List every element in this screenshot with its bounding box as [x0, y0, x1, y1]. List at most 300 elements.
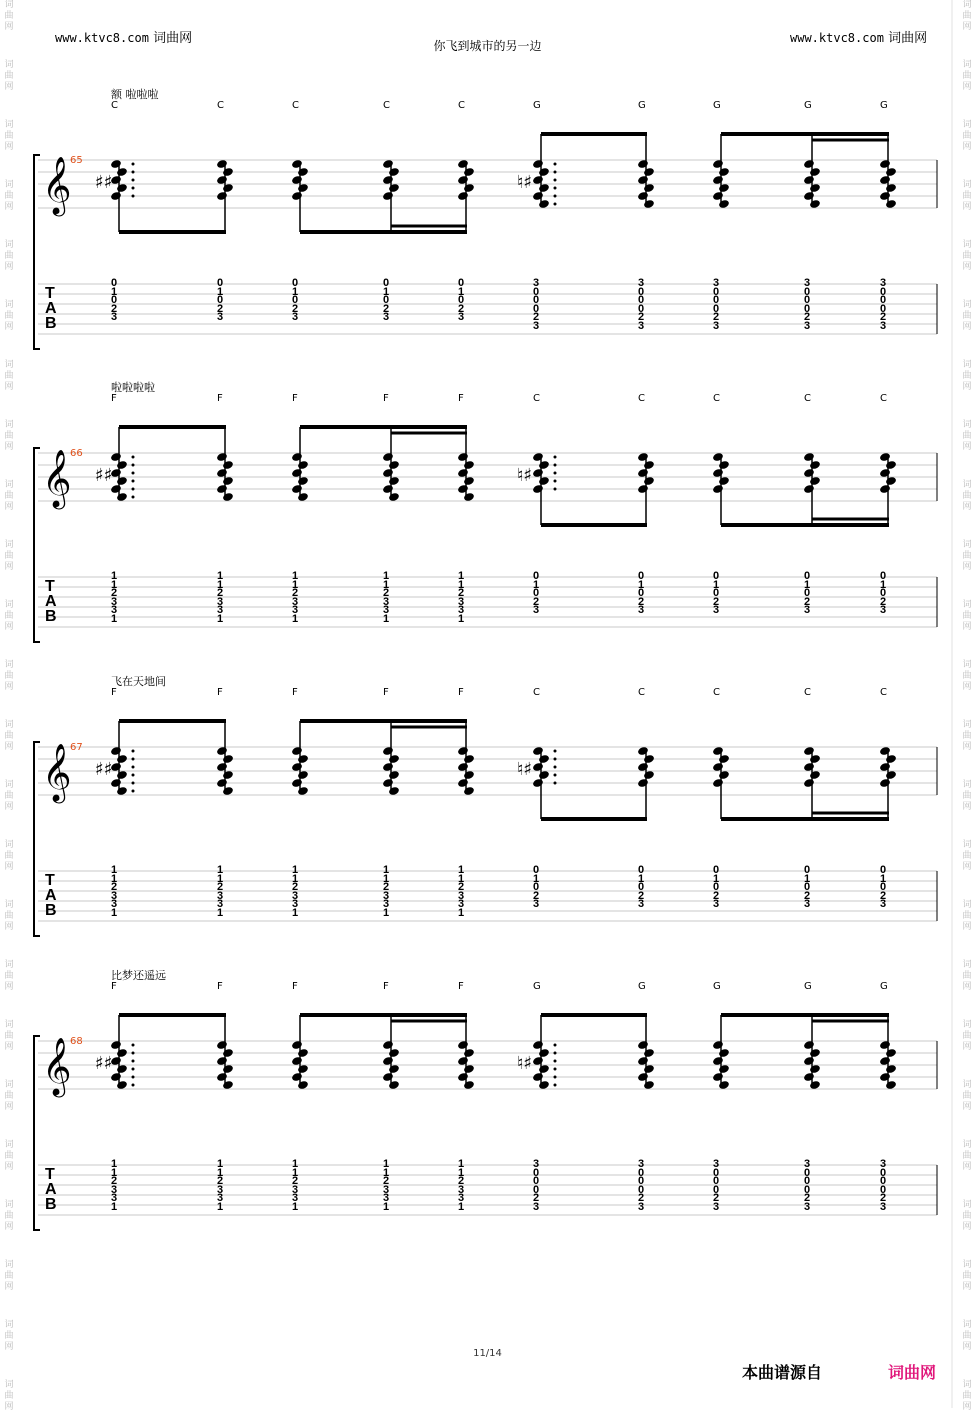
sharp-icon: ♯♯ [95, 172, 113, 193]
side-watermark-mark: 词 曲 网 [962, 480, 972, 512]
fret-number: 3 [879, 898, 887, 911]
chord-label: C [713, 687, 720, 698]
notehead [388, 460, 400, 470]
fret-number: 3 [382, 311, 390, 324]
chord-label: C [292, 100, 299, 111]
side-watermark-mark: 词 曲 网 [962, 1200, 972, 1232]
dot [132, 163, 135, 166]
fret-number: 0 [637, 294, 645, 307]
fret-number: 0 [803, 1175, 811, 1188]
notehead [637, 484, 649, 494]
fret-number: 1 [216, 578, 224, 591]
fret-number: 0 [803, 285, 811, 298]
fret-number: 1 [457, 613, 465, 625]
fret-number: 3 [291, 1183, 299, 1196]
side-watermark-mark: 词 曲 网 [4, 600, 14, 632]
fret-number: 2 [637, 1192, 645, 1205]
dot [554, 488, 557, 491]
fret-number: 2 [637, 311, 645, 324]
chord-label: F [458, 393, 464, 404]
fret-number: 0 [291, 294, 299, 307]
fret-number: 2 [457, 587, 465, 600]
notehead [216, 778, 228, 788]
fret-number: 1 [879, 578, 887, 591]
notehead [803, 1072, 815, 1082]
side-watermark-mark: 词 曲 网 [4, 1380, 14, 1412]
fret-number: 1 [291, 578, 299, 591]
fret-number: 2 [879, 889, 887, 902]
side-watermark-mark: 词 曲 网 [962, 1320, 972, 1352]
side-watermark-mark: 词 曲 网 [962, 300, 972, 332]
side-watermark-mark: 词 曲 网 [962, 720, 972, 752]
chord-label: C [804, 687, 811, 698]
fret-number: 3 [216, 604, 224, 617]
side-watermark-mark: 词 曲 网 [962, 0, 972, 32]
fret-number: 3 [457, 311, 465, 324]
dot [554, 750, 557, 753]
notehead [538, 460, 550, 470]
tab-clef-letter: A [45, 887, 57, 904]
side-watermark-mark: 词 曲 网 [962, 180, 972, 212]
fret-number: 2 [216, 302, 224, 315]
dot [554, 1052, 557, 1055]
dot [132, 456, 135, 459]
dot [554, 195, 557, 198]
fret-number: 3 [803, 1201, 811, 1213]
fret-number: 1 [457, 285, 465, 298]
treble-clef-icon: 𝄞 [42, 1037, 72, 1095]
dot [132, 758, 135, 761]
notehead [879, 191, 891, 201]
notehead [643, 167, 655, 177]
notehead [532, 778, 544, 788]
notehead [382, 778, 394, 788]
notehead [388, 1048, 400, 1058]
tab-clef-letter: T [45, 1166, 55, 1183]
side-watermark-mark: 词 曲 网 [4, 60, 14, 92]
fret-number: 0 [879, 294, 887, 307]
side-watermark-mark: 词 曲 网 [4, 720, 14, 752]
tab-clef-letter: A [45, 300, 57, 317]
side-watermark-mark: 词 曲 网 [962, 1020, 972, 1052]
notehead [879, 1072, 891, 1082]
fret-number: 1 [457, 570, 465, 582]
fret-number: 2 [382, 587, 390, 600]
fret-number: 0 [803, 1166, 811, 1179]
side-watermark-mark: 词 曲 网 [962, 660, 972, 692]
notehead [809, 167, 821, 177]
fret-number: 2 [110, 587, 118, 600]
fret-number: 2 [532, 595, 540, 608]
notehead [463, 167, 475, 177]
chord-label: F [217, 981, 223, 992]
fret-number: 2 [637, 595, 645, 608]
fret-number: 3 [382, 595, 390, 608]
fret-number: 2 [291, 587, 299, 600]
fret-number: 0 [712, 864, 720, 876]
fret-number: 3 [532, 898, 540, 911]
fret-number: 1 [712, 578, 720, 591]
chord-label: F [458, 981, 464, 992]
tab-clef-letter: A [45, 593, 57, 610]
measure-number: 68 [70, 1036, 83, 1047]
side-watermark-mark: 词 曲 网 [4, 540, 14, 572]
fret-number: 1 [110, 613, 118, 625]
fret-number: 1 [457, 1158, 465, 1170]
fret-number: 2 [712, 595, 720, 608]
fret-number: 1 [457, 864, 465, 876]
side-watermark-mark: 词 曲 网 [4, 960, 14, 992]
fret-number: 3 [291, 595, 299, 608]
fret-number: 3 [637, 320, 645, 332]
notehead [643, 460, 655, 470]
side-watermark-mark: 词 曲 网 [4, 180, 14, 212]
dot [132, 195, 135, 198]
fret-number: 3 [291, 898, 299, 911]
fret-number: 1 [382, 285, 390, 298]
dot [132, 1052, 135, 1055]
notehead [803, 191, 815, 201]
fret-number: 3 [532, 1201, 540, 1213]
notehead [885, 460, 897, 470]
fret-number: 1 [803, 578, 811, 591]
tab-clef-letter: B [45, 1196, 57, 1213]
notehead [216, 191, 228, 201]
fret-number: 3 [879, 1201, 887, 1213]
fret-number: 1 [382, 570, 390, 582]
side-watermark-mark: 词 曲 网 [4, 1140, 14, 1172]
fret-number: 3 [637, 604, 645, 617]
fret-number: 1 [291, 907, 299, 919]
chord-label: G [804, 100, 812, 111]
side-watermark-mark: 词 曲 网 [962, 420, 972, 452]
fret-number: 3 [216, 595, 224, 608]
chord-label: F [111, 393, 117, 404]
fret-number: 2 [712, 311, 720, 324]
fret-number: 1 [216, 1158, 224, 1170]
fret-number: 3 [216, 889, 224, 902]
fret-number: 1 [382, 1201, 390, 1213]
fret-number: 0 [637, 285, 645, 298]
fret-number: 3 [712, 1201, 720, 1213]
fret-number: 0 [637, 864, 645, 876]
fret-number: 3 [382, 1183, 390, 1196]
fret-number: 3 [712, 604, 720, 617]
fret-number: 0 [382, 294, 390, 307]
dot [554, 464, 557, 467]
lyric-line: 啦啦啦啦 [111, 381, 155, 394]
chord-label: F [217, 393, 223, 404]
dot [554, 766, 557, 769]
fret-number: 1 [216, 907, 224, 919]
fret-number: 0 [803, 587, 811, 600]
dot [132, 782, 135, 785]
chord-label: C [533, 393, 540, 404]
chord-label: F [217, 687, 223, 698]
notehead [297, 460, 309, 470]
fret-number: 3 [712, 320, 720, 332]
chord-label: G [638, 981, 646, 992]
fret-number: 3 [879, 320, 887, 332]
fret-number: 3 [216, 311, 224, 324]
lyric-line: 额 啦啦啦 [111, 88, 159, 101]
fret-number: 1 [291, 1201, 299, 1213]
fret-number: 1 [216, 872, 224, 885]
site-right-name: 词曲网 [888, 31, 928, 46]
fret-number: 3 [532, 320, 540, 332]
lyric-line: 比梦还遥远 [111, 969, 166, 982]
fret-number: 0 [110, 294, 118, 307]
tab-clef [45, 286, 57, 331]
fret-number: 0 [216, 277, 224, 289]
dot [554, 456, 557, 459]
fret-number: 1 [110, 864, 118, 876]
notehead [718, 460, 730, 470]
fret-number: 0 [712, 1166, 720, 1179]
dot [132, 766, 135, 769]
chord-label: G [804, 981, 812, 992]
notehead [538, 167, 550, 177]
notehead [538, 1048, 550, 1058]
page-number: 11/14 [473, 1348, 502, 1359]
fret-number: 2 [879, 1192, 887, 1205]
notehead [712, 778, 724, 788]
fret-number: 1 [291, 1158, 299, 1170]
fret-number: 3 [457, 1192, 465, 1205]
fret-number: 3 [637, 898, 645, 911]
fret-number: 3 [637, 277, 645, 289]
fret-number: 3 [291, 604, 299, 617]
notehead [885, 167, 897, 177]
dot [554, 203, 557, 206]
side-watermark-mark: 词 曲 网 [4, 360, 14, 392]
side-watermark-mark: 词 曲 网 [4, 1080, 14, 1112]
tab-clef-letter: B [45, 902, 57, 919]
chord-label: C [383, 100, 390, 111]
fret-number: 3 [532, 604, 540, 617]
fret-number: 1 [291, 570, 299, 582]
fret-number: 2 [803, 595, 811, 608]
fret-number: 0 [532, 294, 540, 307]
dot [554, 163, 557, 166]
fret-number: 3 [879, 277, 887, 289]
fret-number: 2 [803, 1192, 811, 1205]
notehead [463, 754, 475, 764]
fret-number: 1 [382, 578, 390, 591]
notehead [538, 754, 550, 764]
fret-number: 1 [110, 1158, 118, 1170]
fret-number: 0 [637, 570, 645, 582]
fret-number: 0 [879, 302, 887, 315]
dot [132, 480, 135, 483]
notehead [222, 754, 234, 764]
fret-number: 0 [532, 570, 540, 582]
dot [132, 750, 135, 753]
fret-number: 3 [110, 1192, 118, 1205]
fret-number: 3 [803, 277, 811, 289]
fret-number: 0 [291, 277, 299, 289]
side-watermark-mark: 词 曲 网 [4, 120, 14, 152]
fret-number: 3 [712, 1158, 720, 1170]
tab-clef [45, 873, 57, 918]
fret-number: 3 [457, 595, 465, 608]
fret-number: 1 [382, 1158, 390, 1170]
notehead [382, 191, 394, 201]
chord-label: F [292, 393, 298, 404]
dot [554, 1044, 557, 1047]
chord-label: G [713, 981, 721, 992]
site-right-url: www.ktvc8.com [790, 31, 884, 45]
fret-number: 1 [382, 613, 390, 625]
fret-number: 1 [457, 872, 465, 885]
chord-label: C [458, 100, 465, 111]
measure-number: 65 [70, 155, 83, 166]
notehead [637, 1072, 649, 1082]
fret-number: 3 [291, 1192, 299, 1205]
chord-label: C [804, 393, 811, 404]
dot [132, 1060, 135, 1063]
chord-label: G [638, 100, 646, 111]
side-watermark-mark: 词 曲 网 [4, 0, 14, 32]
fret-number: 1 [110, 1201, 118, 1213]
fret-number: 3 [803, 1158, 811, 1170]
dot [132, 1068, 135, 1071]
notehead [809, 754, 821, 764]
fret-number: 1 [110, 907, 118, 919]
fret-number: 0 [712, 302, 720, 315]
fret-number: 3 [110, 311, 118, 324]
notehead [216, 1072, 228, 1082]
chord-label: F [458, 687, 464, 698]
side-watermark-mark: 词 曲 网 [4, 1320, 14, 1352]
fret-number: 0 [532, 587, 540, 600]
fret-number: 0 [637, 302, 645, 315]
fret-number: 0 [216, 294, 224, 307]
notehead [718, 167, 730, 177]
notehead [297, 754, 309, 764]
measure-number: 67 [70, 742, 83, 753]
fret-number: 3 [879, 604, 887, 617]
dot [132, 790, 135, 793]
fret-number: 3 [532, 1158, 540, 1170]
fret-number: 1 [291, 285, 299, 298]
notehead [809, 1048, 821, 1058]
fret-number: 2 [637, 889, 645, 902]
fret-number: 3 [457, 1183, 465, 1196]
fret-number: 1 [110, 570, 118, 582]
fret-number: 3 [216, 898, 224, 911]
chord-label: G [533, 981, 541, 992]
sharp-icon: ♯♯ [95, 759, 113, 780]
fret-number: 1 [712, 872, 720, 885]
dot [132, 179, 135, 182]
fret-number: 0 [712, 881, 720, 894]
notehead [222, 460, 234, 470]
fret-number: 2 [382, 302, 390, 315]
fret-number: 0 [712, 294, 720, 307]
notehead [388, 754, 400, 764]
chord-label: C [713, 393, 720, 404]
source-name: 词曲网 [888, 1363, 937, 1382]
side-watermark-mark: 词 曲 网 [962, 120, 972, 152]
fret-number: 1 [216, 864, 224, 876]
fret-number: 2 [291, 1175, 299, 1188]
notehead [291, 778, 303, 788]
notehead [222, 167, 234, 177]
fret-number: 2 [532, 311, 540, 324]
fret-number: 0 [879, 570, 887, 582]
fret-number: 2 [382, 881, 390, 894]
side-watermark-mark: 词 曲 网 [962, 1380, 972, 1412]
fret-number: 0 [712, 1183, 720, 1196]
dot [132, 1044, 135, 1047]
notehead [116, 1048, 128, 1058]
dot [132, 472, 135, 475]
fret-number: 2 [457, 881, 465, 894]
notehead [116, 167, 128, 177]
side-watermark-mark: 词 曲 网 [962, 360, 972, 392]
chord-label: C [217, 100, 224, 111]
fret-number: 2 [291, 881, 299, 894]
tab-clef-letter: A [45, 1181, 57, 1198]
fret-number: 3 [803, 320, 811, 332]
fret-number: 0 [532, 881, 540, 894]
fret-number: 1 [382, 1166, 390, 1179]
dot [554, 774, 557, 777]
notehead [718, 754, 730, 764]
side-watermark-mark: 词 曲 网 [962, 840, 972, 872]
fret-number: 3 [457, 889, 465, 902]
fret-number: 0 [532, 302, 540, 315]
chord-label: G [713, 100, 721, 111]
notehead [879, 484, 891, 494]
fret-number: 0 [712, 1175, 720, 1188]
notehead [879, 778, 891, 788]
notehead [116, 460, 128, 470]
fret-number: 1 [216, 285, 224, 298]
dot [132, 488, 135, 491]
fret-number: 0 [637, 1175, 645, 1188]
fret-number: 0 [879, 587, 887, 600]
fret-number: 0 [879, 1166, 887, 1179]
dot [132, 1084, 135, 1087]
fret-number: 3 [291, 311, 299, 324]
notehead [712, 484, 724, 494]
side-watermark-mark: 词 曲 网 [4, 900, 14, 932]
fret-number: 1 [382, 872, 390, 885]
dot [132, 496, 135, 499]
source-label: 本曲谱源自 [742, 1363, 823, 1382]
notehead [532, 1072, 544, 1082]
notehead [718, 1048, 730, 1058]
fret-number: 1 [110, 872, 118, 885]
notehead [291, 191, 303, 201]
chord-label: G [880, 100, 888, 111]
chord-label: F [292, 981, 298, 992]
notehead [457, 1072, 469, 1082]
fret-number: 2 [110, 302, 118, 315]
fret-number: 3 [637, 1158, 645, 1170]
dot [554, 179, 557, 182]
fret-number: 0 [879, 1175, 887, 1188]
tab-clef [45, 1167, 57, 1212]
chord-label: F [111, 981, 117, 992]
side-watermark-mark: 词 曲 网 [4, 480, 14, 512]
fret-number: 0 [637, 587, 645, 600]
fret-number: 0 [879, 881, 887, 894]
notehead [803, 484, 815, 494]
notehead [885, 1048, 897, 1058]
